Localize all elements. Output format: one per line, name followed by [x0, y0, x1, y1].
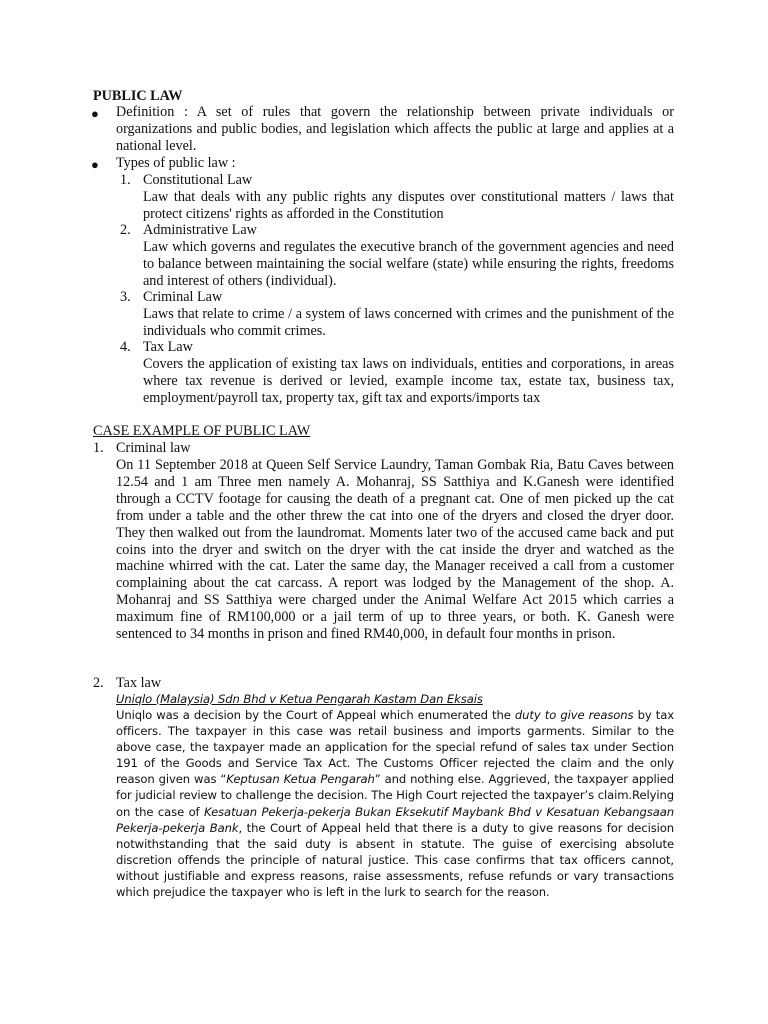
list-number: 2. — [93, 675, 104, 691]
definition-text: Definition : A set of rules that govern the relationship between private individuals or organizations and public bodies, and legislation which affects the public at large and applies at a national level. — [116, 104, 674, 154]
type-name: Constitutional Law — [143, 172, 253, 188]
type-description: Law that deals with any public rights any disputes over constitutional matters / laws that protect citizens' rights as afforded in the Constitution — [143, 189, 674, 222]
bullet-icon: ● — [91, 106, 99, 121]
bullet-icon: ● — [91, 157, 99, 172]
type-name: Administrative Law — [143, 222, 257, 238]
tax-case-text: Uniqlo was a decision by the Court of Appeal which enumerated the duty to give reasons by tax officers. The taxpayer in this case was retail business and imports garments. Similar to the above case, the taxpayer made an application for the special refund of sales tax under Section 191 of the Goods and Service Tax Act. The Customs Officer rejected the claim and the only reason given was “Keptusan Ketua Pengarah” and nothing else. Aggrieved, the taxpayer applied for judicial review to challenge the decision. The High Court rejected the taxpayer’s claim.Relying on the case of Kesatuan Pekerja-pekerja Bukan Eksekutif Maybank Bhd v Kesatuan Kebangsaan Pekerja-pekerja Bank, the Court of Appeal held that there is a duty to give reasons for decision notwithstanding that the said duty is absent in statute. The guise of exercising absolute discretion offends the principle of natural justice. This case confirms that tax officers cannot, without justifiable and express reasons, raise assessments, refuse refunds or vary transactions which prejudice the taxpayer who is left in the lurk to search for the reason. — [116, 708, 675, 900]
type-description: Laws that relate to crime / a system of laws concerned with crimes and the punishment of the individuals who commit crimes. — [143, 306, 674, 339]
criminal-case-text: On 11 September 2018 at Queen Self Service Laundry, Taman Gombak Ria, Batu Caves between 12.54 and 1 am Three men namely A. Mohanraj, SS Satthiya and K.Ganesh were identified through a CCTV footage for causing the death of a pregnant cat. One of men picked up the cat from under a table and the other threw the cat into one of the dryers and closed the dryer door. They then walked out from the laundromat. Moments later two of the accused came back and put coins into the dryer and switch on the dryer with the cat inside the dryer and watched as the machine whirred with the cat. Later the same day, the Manager received a call from a customer complaining about the cat carcass. A report was lodged by the Management of the shop. A. Mohanraj and SS Satthiya were charged under the Animal Welfare Act 2015 which carries a maximum fine of RM100,000 or a jail term of up to three years, or both. K. Ganesh were sentenced to 34 months in prison and fined RM40,000, in default four months in prison. — [116, 457, 674, 643]
section-title-public-law: PUBLIC LAW — [93, 88, 183, 104]
list-number: 3. — [120, 289, 131, 305]
list-number: 1. — [120, 172, 131, 188]
case-label-tax: Tax law — [116, 675, 162, 691]
type-name: Criminal Law — [143, 289, 223, 305]
list-number: 1. — [93, 440, 104, 456]
case-label-criminal: Criminal law — [116, 440, 191, 456]
types-label: Types of public law : — [116, 155, 236, 171]
tax-case-name: Uniqlo (Malaysia) Sdn Bhd v Ketua Pengarah Kastam Dan Eksais — [116, 692, 483, 706]
list-number: 2. — [120, 222, 131, 238]
type-description: Covers the application of existing tax laws on individuals, entities and corporations, in areas where tax revenue is derived or levied, example income tax, estate tax, business tax, employment/payroll tax, property tax, gift tax and exports/imports tax — [143, 356, 674, 406]
type-name: Tax Law — [143, 339, 193, 355]
section-title-case-example: CASE EXAMPLE OF PUBLIC LAW — [93, 423, 311, 439]
list-number: 4. — [120, 339, 131, 355]
type-description: Law which governs and regulates the executive branch of the government agencies and need to balance between maintaining the social welfare (state) while ensuring the rights, freedoms and interest of others (individual). — [143, 239, 674, 289]
